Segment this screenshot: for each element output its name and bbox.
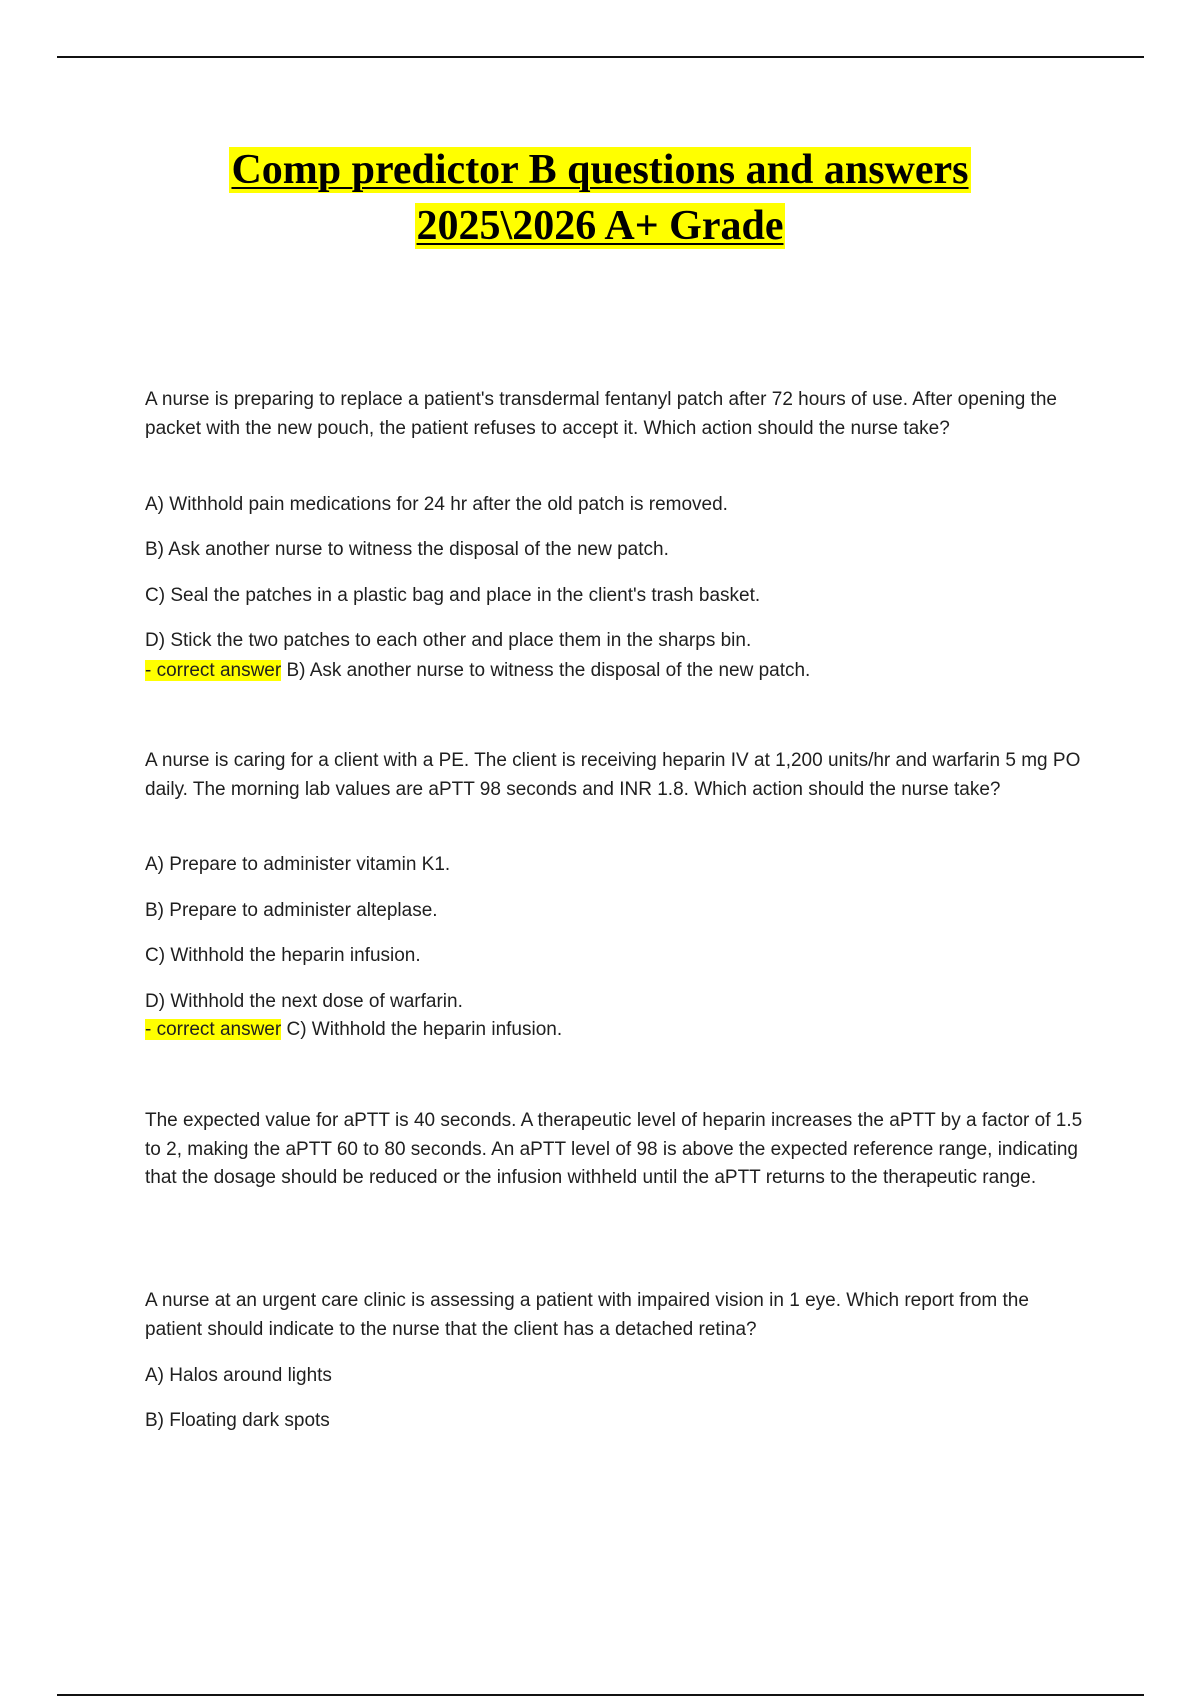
question-2-option-d: D) Withhold the next dose of warfarin. bbox=[145, 991, 463, 1012]
header-rule bbox=[57, 56, 1144, 58]
title-line-1: Comp predictor B questions and answers bbox=[231, 147, 969, 193]
answer-text: B) Ask another nurse to witness the disposal of the new patch. bbox=[281, 660, 811, 681]
question-3-option-b: B) Floating dark spots bbox=[145, 1410, 330, 1431]
question-3-option-a: A) Halos around lights bbox=[145, 1365, 332, 1386]
answer-text: C) Withhold the heparin infusion. bbox=[281, 1019, 563, 1040]
question-2-prompt: A nurse is caring for a client with a PE. The client is receiving heparin IV at 1,200 units/hr and warfarin 5 mg PO daily. The morning lab values are aPTT 98 seconds and INR 1.8. Which action should the nurse take? bbox=[145, 750, 1081, 800]
question-2-option-c: C) Withhold the heparin infusion. bbox=[145, 945, 421, 966]
question-1-option-c: C) Seal the patches in a plastic bag and place in the client's trash basket. bbox=[145, 585, 761, 606]
question-2-option-a: A) Prepare to administer vitamin K1. bbox=[145, 854, 451, 875]
question-3-prompt: A nurse at an urgent care clinic is assessing a patient with impaired vision in 1 eye. Which report from the patient should indicate to the nurse that the client has a detached retina? bbox=[145, 1290, 1029, 1340]
document-title bbox=[0, 142, 1200, 254]
footer-rule bbox=[57, 1694, 1144, 1696]
question-2-answer bbox=[145, 1016, 562, 1045]
title-line-2: 2025\2026 A+ Grade bbox=[416, 203, 784, 249]
question-1-option-d: D) Stick the two patches to each other and place them in the sharps bin. bbox=[145, 630, 752, 651]
question-1-answer bbox=[145, 657, 810, 686]
question-1-option-a: A) Withhold pain medications for 24 hr after the old patch is removed. bbox=[145, 494, 728, 515]
question-1-prompt: A nurse is preparing to replace a patient's transdermal fentanyl patch after 72 hours of use. After opening the packet with the new pouch, the patient refuses to accept it. Which action should the nurse take? bbox=[145, 389, 1057, 439]
correct-answer-highlight: - correct answer bbox=[145, 1019, 282, 1040]
question-1-option-b: B) Ask another nurse to witness the disposal of the new patch. bbox=[145, 539, 669, 560]
correct-answer-highlight: - correct answer bbox=[145, 660, 282, 681]
question-2-rationale: The expected value for aPTT is 40 seconds. A therapeutic level of heparin increases the aPTT by a factor of 1.5 to 2, making the aPTT 60 to 80 seconds. An aPTT level of 98 is above the expected reference range, indicating that the dosage should be reduced or the infusion withheld until the aPTT returns to the therapeutic range. bbox=[145, 1110, 1083, 1188]
question-2-option-b: B) Prepare to administer alteplase. bbox=[145, 900, 438, 921]
